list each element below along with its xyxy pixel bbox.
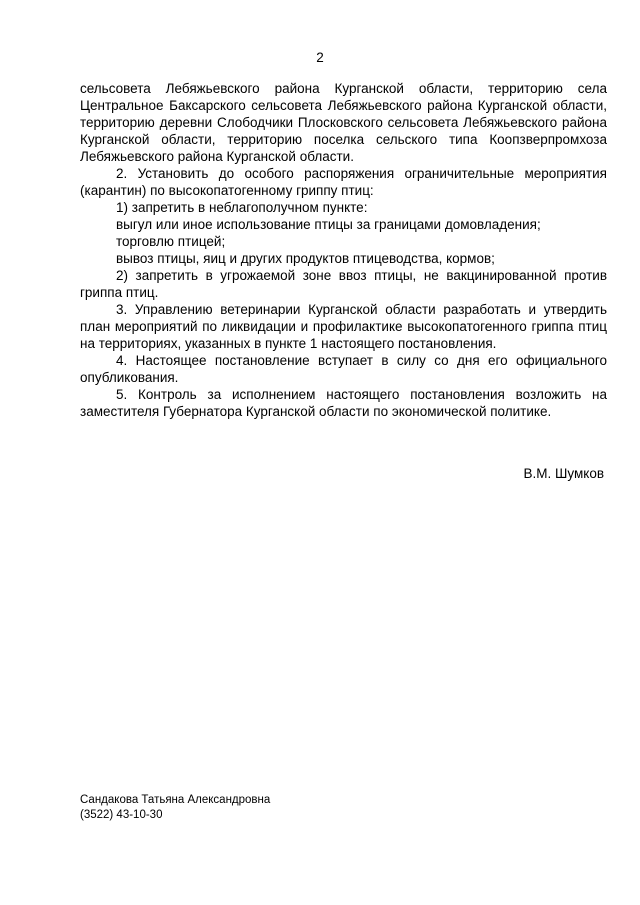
page-number: 2 — [316, 50, 324, 65]
paragraph-restriction: выгул или иное использование птицы за границами домовладения; — [116, 217, 541, 232]
executor-footer — [80, 793, 270, 822]
paragraph-restriction: торговлю птицей; — [116, 234, 226, 249]
paragraph-item-4: 4. Настоящее постановление вступает в силу со дня его официального опубликования. — [80, 353, 607, 385]
paragraph-subitem-2: 2) запретить в угрожаемой зоне ввоз птицы, не вакцинированной против гриппа птиц. — [80, 268, 607, 300]
document-body — [80, 80, 607, 420]
paragraph-item-3: 3. Управлению ветеринарии Курганской области разработать и утвердить план мероприятий по ликвидации и профилактике высокопатогенного гриппа птиц на территориях, указанных в пункте 1 настоящего постановления. — [80, 302, 607, 351]
paragraph-restriction: вывоз птицы, яиц и других продуктов птицеводства, кормов; — [116, 251, 495, 266]
paragraph: сельсовета Лебяжьевского района Курганской области, территорию села Центральное Баксарского сельсовета Лебяжьевского района Курганской области, территорию деревни Слободчики Плосковского сельсовета Лебяжьевского района Курганской области, территорию поселка сельского типа Коопзверпромхоза Лебяжьевского района Курганской области. — [80, 81, 607, 164]
paragraph-subitem-1: 1) запретить в неблагополучном пункте: — [116, 200, 368, 215]
paragraph-item-2: 2. Установить до особого распоряжения ограничительные мероприятия (карантин) по высокопатогенному гриппу птиц: — [80, 166, 607, 198]
executor-name: Сандакова Татьяна Александровна — [80, 794, 271, 806]
signature-name: В.М. Шумков — [523, 466, 604, 481]
paragraph-item-5: 5. Контроль за исполнением настоящего постановления возложить на заместителя Губернатора Курганской области по экономической политике. — [80, 387, 607, 419]
executor-phone: (3522) 43-10-30 — [80, 808, 163, 821]
